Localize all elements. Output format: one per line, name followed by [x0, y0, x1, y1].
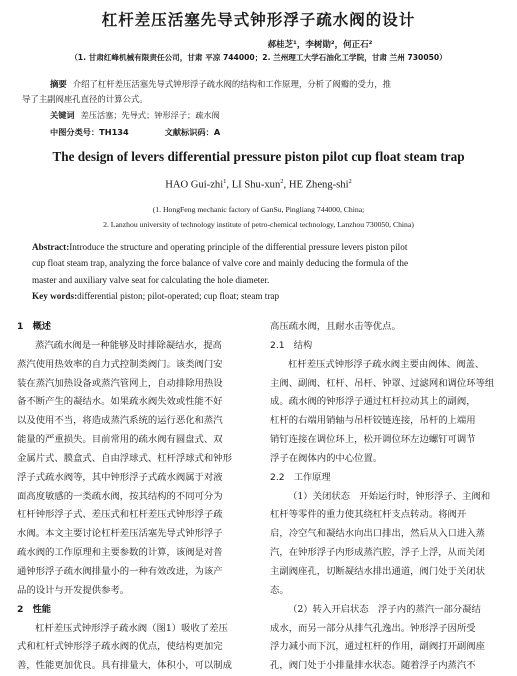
english-affiliation-2: 2. Lanzhou university of technology institute of petro-chemical technology, Lanzhou 730050, China)	[103, 220, 414, 229]
chinese-keywords-text: 差压活塞；先导式；钟形浮子；疏水阀	[80, 110, 220, 120]
body-text-line: 品的设计与开发提供参考。	[17, 584, 130, 596]
body-text-line: 销钉连接在调位环上，松开调位环左边螺钉可调节	[270, 434, 476, 446]
author-affiliation-mark: 1	[223, 178, 227, 185]
body-right-column	[270, 318, 506, 676]
body-text-line: 主副阀座孔，切断凝结水排出通道，阀门处于关闭状	[270, 565, 485, 577]
body-left-column	[17, 318, 253, 676]
english-authors	[0, 178, 517, 191]
chinese-abstract	[22, 77, 492, 107]
english-abstract	[32, 239, 484, 288]
english-affiliation-1: (1. HongFeng mechanic factory of GanSu, Pingliang 744000, China;	[152, 205, 365, 214]
body-text-line: 水阀。本文主要讨论杠杆差压活塞先导式钟形浮子	[17, 528, 223, 540]
body-text-line: 启，冷空气和凝结水向出口排出，然后从入口进入蒸	[270, 528, 485, 540]
body-text-line: 成水，而另一部分从排气孔逸出。钟形浮子因所受	[270, 622, 476, 634]
english-keywords-text: differential piston; pilot-operated; cup float; steam trap	[77, 291, 280, 301]
body-text-line: 汽，在钟形浮子内形成蒸汽腔，浮子上浮，从而关闭	[270, 547, 485, 559]
english-abstract-line2: cup float steam trap, analyzing the force balance of valve core and mainly deducing the formula of the	[32, 258, 409, 269]
chinese-abstract-line2: 导了主副阀座孔直径的计算公式。	[22, 94, 148, 104]
body-text-line: 以及使用不当，将造成蒸汽系统的运行恶化和蒸汽	[17, 415, 223, 427]
body-text-line: 高压疏水阀，且耐水击等优点。	[270, 321, 401, 332]
body-text-line: 杠杆差压式钟形浮子疏水阀（图1）吸收了差压	[35, 622, 228, 634]
author-name: HAO Gui-zhi	[165, 179, 224, 191]
body-text-line: 能量的严重损失。目前常用的疏水阀有圆盘式、双	[17, 434, 223, 446]
english-keywords-label: Key words:	[32, 291, 78, 301]
author-name: HE Zheng-shi	[288, 179, 349, 191]
body-text-line: 孔，阀门处于小排量排水状态。随着浮子内蒸汽不	[270, 660, 476, 672]
body-text-line: 善，性能更加优良。具有排量大，体积小，可以制成	[17, 660, 232, 672]
body-text-line: 式和杠杆式钟形浮子疏水阀的优点，使结构更加完	[17, 641, 223, 653]
body-text-line: 杠杆钟形浮子式、差压式和杠杆差压式钟形浮子疏	[17, 509, 223, 521]
chinese-authors: 郝桂芝¹，李树勋²，何正石²	[267, 40, 373, 50]
chinese-abstract-line1: 介绍了杠杆差压活塞先导式钟形浮子疏水阀的结构和工作原理，分析了阀瓣的受力，推	[72, 79, 391, 89]
clc-number: TH134	[99, 127, 129, 137]
body-text-line: （1）关闭状态 开始运行时，钟形浮子、主阀和	[288, 490, 491, 502]
clc-label: 中图分类号：	[50, 127, 100, 137]
subsection-heading: 2.1 结构	[270, 339, 313, 351]
body-text-line: 疏水阀的工作原理和主要参数的计算，该阀是对普	[17, 547, 223, 559]
body-text-line: 蒸汽使用热效率的自力式控制类阀门。该类阀门安	[17, 358, 223, 370]
body-text-line: 面高度敏感的一类疏水阀，按其结构的不同可分为	[17, 490, 223, 502]
doc-code: A	[213, 127, 221, 137]
chinese-keywords-label: 关键词	[50, 110, 75, 120]
chinese-abstract-label: 摘要	[50, 79, 67, 89]
body-text-line: 金属片式、膜盒式、自由浮球式、杠杆浮球式和钟形	[17, 452, 232, 464]
body-text-line: 杠杆等零件的重力使其绕杠杆支点转动。将阀开	[270, 509, 467, 521]
author-name: LI Shu-xun	[231, 179, 281, 191]
doc-code-label: 文献标识码：	[164, 127, 214, 137]
body-text-line: 通钟形浮子疏水阀排量小的一种有效改进，为该产	[17, 565, 223, 577]
english-abstract-label: Abstract:	[32, 242, 70, 252]
section-heading: 1 概述	[17, 321, 51, 332]
subsection-heading: 2.2 工作原理	[270, 471, 331, 483]
english-title: The design of levers differential pressure piston pilot cup float steam trap	[52, 149, 465, 164]
body-text-line: 蒸汽疏水阀是一种能够及时排除凝结水，提高	[35, 339, 222, 351]
body-text-line: 杠杆的右端用销轴与吊杆铰链连接，吊杆的上端用	[270, 415, 476, 427]
body-text-line: 主阀、副阀、杠杆、吊杆、钟罩、过滤网和调位环等组	[270, 377, 495, 389]
body-text-line: 浮力减小而下沉，通过杠杆的作用，副阀打开副阀座	[270, 641, 485, 653]
body-text-line: （2）转入开启状态 浮子内的蒸汽一部分凝结	[288, 603, 481, 615]
english-abstract-line3: master and auxiliary valve seat for calculating the hole diameter.	[32, 274, 270, 285]
author-separator: ,	[283, 179, 289, 191]
body-text-line: 备不断产生的凝结水。如果疏水阀失效或性能不好	[17, 396, 223, 408]
english-abstract-line1: Introduce the structure and operating principle of the differential pressure levers piston pilot	[69, 242, 408, 252]
section-heading: 2 性能	[17, 603, 51, 615]
english-keywords	[32, 291, 492, 301]
classification-line	[50, 127, 220, 138]
chinese-keywords	[50, 110, 220, 121]
body-text-line: 成。疏水阀的钟形浮子通过杠杆拉动其上的副阀，	[270, 396, 476, 408]
author-affiliation-mark: 2	[280, 178, 284, 185]
author-separator: ,	[226, 179, 232, 191]
chinese-title: 杠杆差压活塞先导式钟形浮子疏水阀的设计	[101, 11, 416, 29]
body-text-line: 装在蒸汽加热设备或蒸汽管网上，自动排除用热设	[17, 377, 223, 389]
chinese-affiliation: （1. 甘肃红峰机械有限责任公司，甘肃 平凉 744000；2. 兰州理工大学石油化工学院，甘肃 兰州 730050）	[70, 53, 447, 62]
body-text-line: 杠杆差压式钟形浮子疏水阀主要由阀体、阀盖、	[288, 358, 485, 370]
body-text-line: 态。	[270, 584, 289, 596]
body-text-line: 浮子式疏水阀等，其中钟形浮子式疏水阀属于对液	[17, 471, 223, 483]
body-text-line: 浮子在阀体内的中心位置。	[270, 452, 383, 464]
author-affiliation-mark: 2	[348, 178, 352, 185]
